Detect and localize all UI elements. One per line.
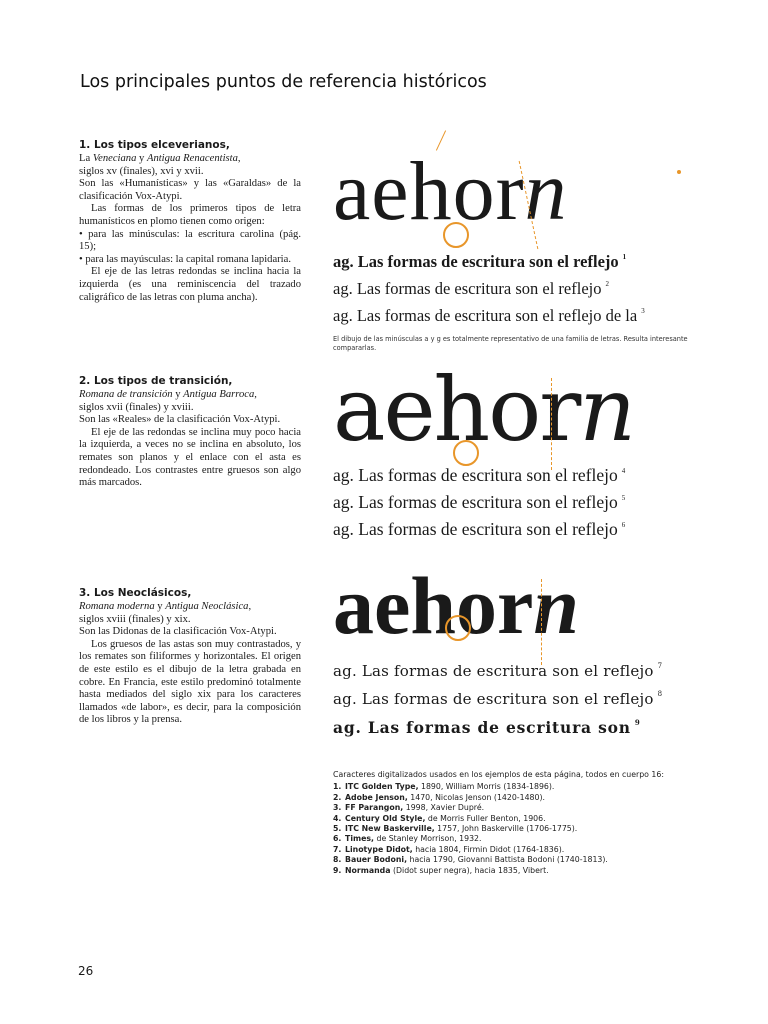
body-line: Romana de transición y Antigua Barroca, xyxy=(79,389,257,400)
section-heading: 3. Los Neoclásicos, xyxy=(79,587,192,599)
sample-line: ag. Las formas de escritura son el reflejo $^6$ xyxy=(333,519,626,539)
letterform-figure-1 xyxy=(333,145,713,327)
section-2 xyxy=(79,375,301,490)
font-credit-item: 9. Normanda (Didot super negra), hacia 1835, Vibert. xyxy=(333,865,549,875)
axis-circle-marker xyxy=(445,615,471,641)
body-line: • para las mayúsculas: la capital romana lapidaria. xyxy=(79,253,291,265)
glyph-run: aehor xyxy=(333,358,580,461)
body-line: Son las Didonas de la clasificación Vox-Atypi. xyxy=(79,626,277,638)
sample-line: ag. Las formas de escritura son el reflejo $^1$ xyxy=(333,252,627,271)
section-1 xyxy=(79,139,301,304)
glyph-italic-n: n xyxy=(524,145,568,238)
letterform-figure-3 xyxy=(333,560,713,739)
font-credit-item: 6. Times, de Stanley Morrison, 1932. xyxy=(333,834,482,844)
figure-caption: El dibujo de las minúsculas a y g es totalmente representativo de una familia de letras. Resulta interesante compararlas. xyxy=(333,335,688,352)
section-body xyxy=(79,601,301,727)
sample-line: ag. Las formas de escritura son el reflejo $^4$ xyxy=(333,465,626,485)
letterform-sample xyxy=(333,145,713,238)
body-line: siglos xv (finales), xvi y xvii. xyxy=(79,165,204,177)
glyph-italic-n: n xyxy=(579,358,634,461)
font-credit-item: 8. Bauer Bodoni, hacia 1790, Giovanni Battista Bodoni (1740-1813). xyxy=(333,855,608,865)
section-body xyxy=(79,389,301,490)
letterform-sample xyxy=(333,358,713,461)
stress-axis-line xyxy=(541,579,542,665)
body-line: La Veneciana y Antigua Renacentista, xyxy=(79,153,241,164)
glyph-run: aehor xyxy=(333,560,534,651)
body-line: Romana moderna y Antigua Neoclásica, xyxy=(79,601,252,612)
section-heading: 1. Los tipos elceverianos, xyxy=(79,139,230,151)
body-line: siglos xvii (finales) y xviii. xyxy=(79,401,194,413)
sample-line: ag. Las formas de escritura son el reflejo $^8$ xyxy=(333,690,663,708)
letterform-figure-2 xyxy=(333,358,713,541)
sample-line: ag. Las formas de escritura son el reflejo $^2$ xyxy=(333,279,609,298)
body-line: Las formas de los primeros tipos de letra humanísticos en plomo tienen como origen: xyxy=(79,203,301,227)
section-body xyxy=(79,153,301,304)
page-title: Los principales puntos de referencia históricos xyxy=(80,72,487,92)
glyph-italic-n: n xyxy=(533,560,580,651)
sample-line: ag. Las formas de escritura son $^9$ xyxy=(333,718,641,737)
body-line: Los gruesos de las astas son muy contrastados, y los remates son filiformes y horizontales. El origen de este estilo es el dibujo de la letra grabada en cobre. En Francia, este estilo predominó totalmente hasta mediados del siglo xix para los caracteres llamados «de labor», es decir, para la composición de los libros y la prensa. xyxy=(79,638,301,726)
section-3 xyxy=(79,587,301,727)
body-line: Son las «Humanísticas» y las «Garaldas» de la clasificación Vox-Atypi. xyxy=(79,178,301,202)
font-credit-item: 2. Adobe Jenson, 1470, Nicolas Jenson (1420-1480). xyxy=(333,792,545,802)
font-credit-item: 1. ITC Golden Type, 1890, William Morris (1834-1896). xyxy=(333,782,555,792)
body-line: siglos xviii (finales) y xix. xyxy=(79,613,191,625)
font-credit-item: 5. ITC New Baskerville, 1757, John Baskerville (1706-1775). xyxy=(333,824,578,834)
page-number: 26 xyxy=(78,964,94,978)
accent-dot xyxy=(677,170,681,174)
body-line: • para las minúsculas: la escritura carolina (pág. 15); xyxy=(79,228,301,253)
body-line: El eje de las letras redondas se inclina hacia la izquierda (es una reminiscencia del trazado caligráfico de las letras con pluma ancha). xyxy=(79,266,301,303)
body-line: Son las «Reales» de la clasificación Vox-Atypi. xyxy=(79,414,281,426)
section-heading: 2. Los tipos de transición, xyxy=(79,375,233,387)
sample-line: ag. Las formas de escritura son el reflejo $^7$ xyxy=(333,662,663,680)
axis-circle-marker xyxy=(443,222,469,248)
sample-line: ag. Las formas de escritura son el reflejo de la $^3$ xyxy=(333,306,645,325)
font-credit-item: 4. Century Old Style, de Morris Fuller Benton, 1906. xyxy=(333,813,546,823)
stress-axis-line xyxy=(551,378,552,470)
sample-lines xyxy=(333,655,713,739)
font-credits-list xyxy=(333,770,713,876)
sample-lines xyxy=(333,460,713,541)
font-credit-item: 3. FF Parangon, 1998, Xavier Dupré. xyxy=(333,803,485,813)
sample-line: ag. Las formas de escritura son el reflejo $^5$ xyxy=(333,492,626,512)
letterform-sample xyxy=(333,560,713,651)
font-list-intro: Caracteres digitalizados usados en los ejemplos de esta página, todos en cuerpo 16: xyxy=(333,770,664,779)
glyph-run: aehor xyxy=(333,145,525,238)
sample-lines xyxy=(333,246,713,327)
body-line: El eje de las redondas se inclina muy poco hacia la izquierda, a veces no se inclina en absoluto, los remates son planos y el enlace con el asta es redondeado. Los contrastes entre gruesos son algo más marcados. xyxy=(79,426,301,489)
font-credit-item: 7. Linotype Didot, hacia 1804, Firmin Didot (1764-1836). xyxy=(333,844,565,854)
